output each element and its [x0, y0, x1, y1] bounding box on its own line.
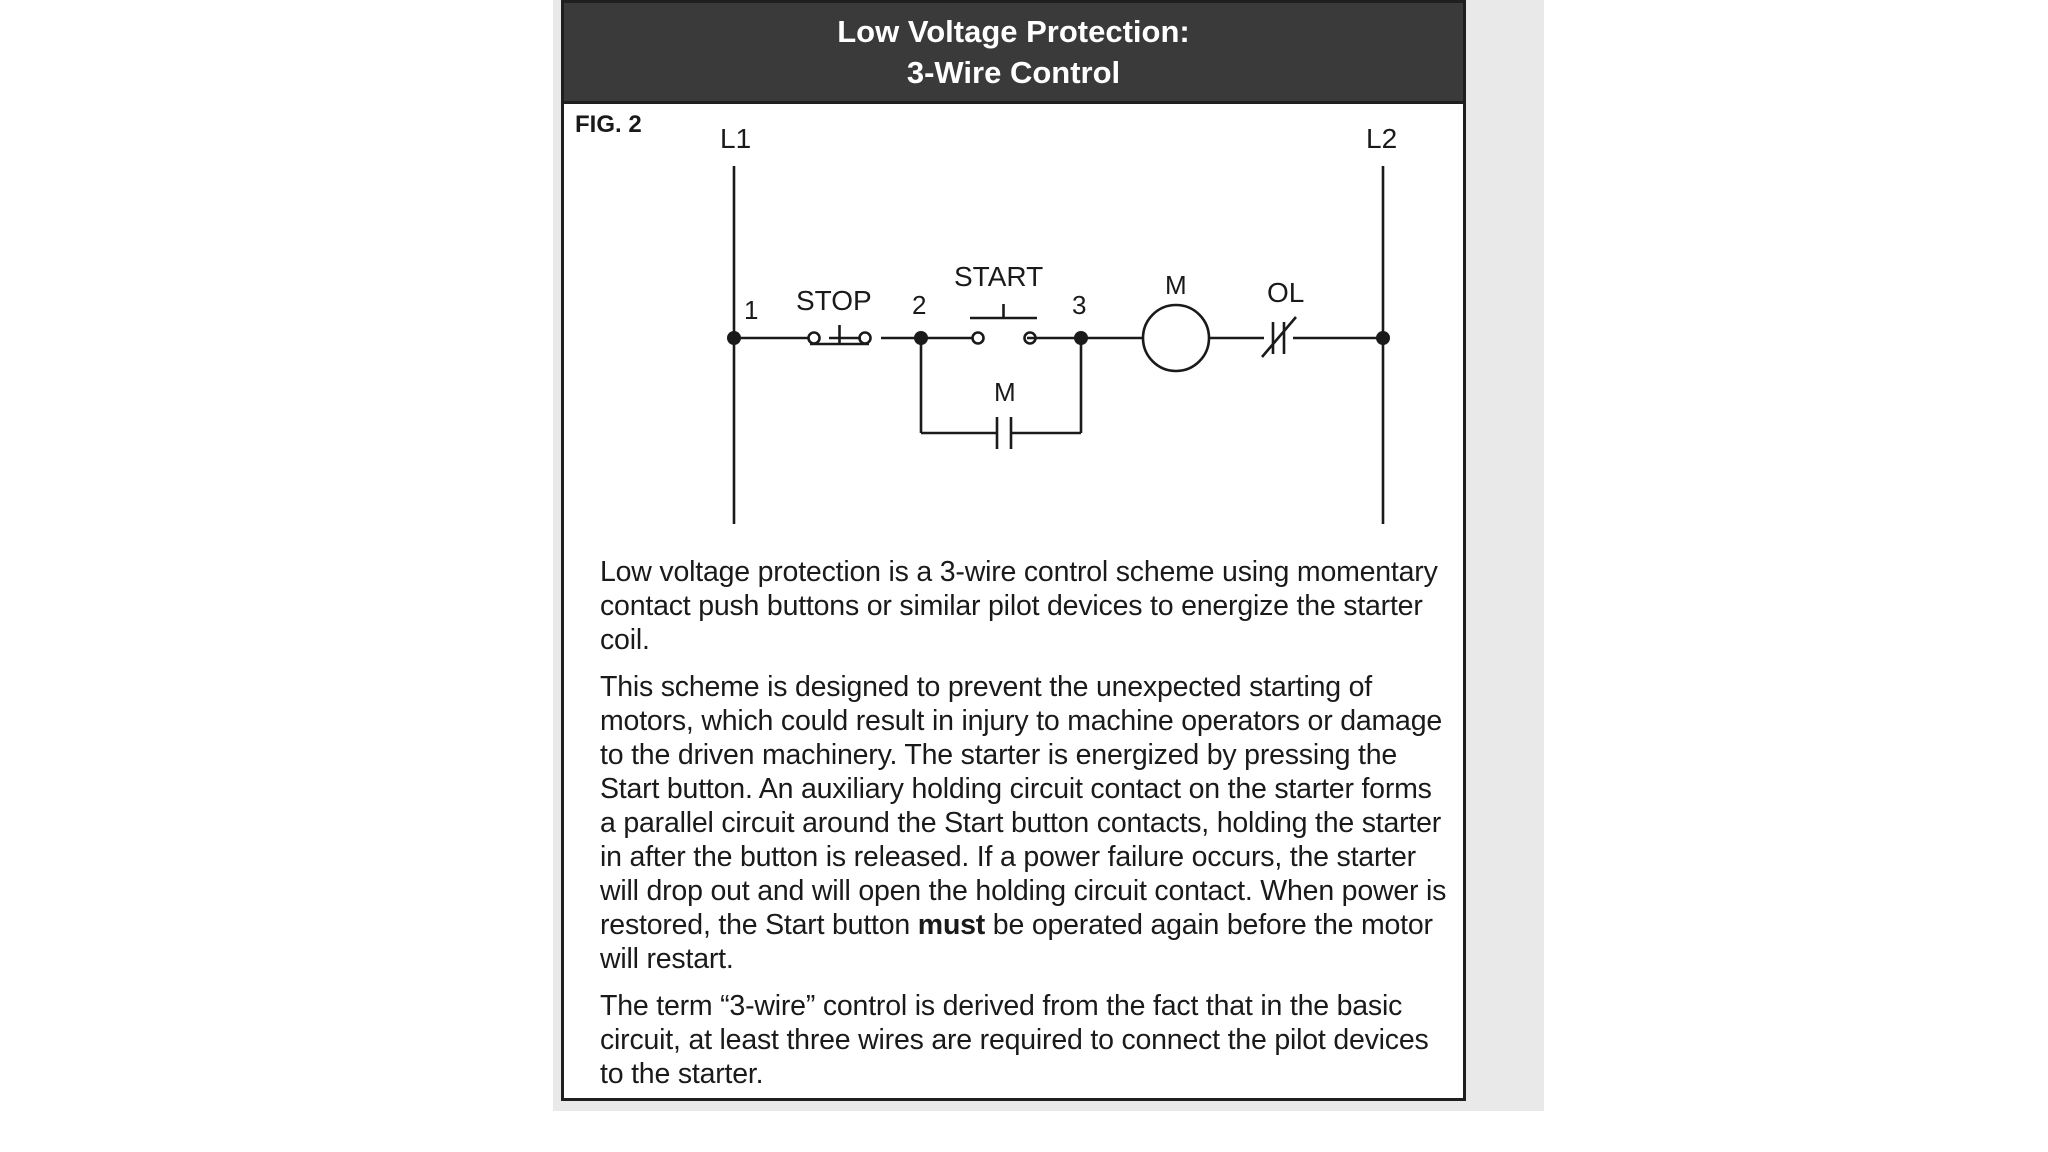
paragraph-2-emphasis: must — [917, 909, 986, 941]
junction-node-3 — [1074, 331, 1088, 345]
paragraph-2-text: This scheme is designed to prevent the unexpected starting of motors, which could result in injury to machine operators or damage to the driven machinery. The starter is energized by pressing the Start button. An auxiliary holding circuit contact on the starter forms a parallel circuit around the Start button contacts, holding the starter in after the button is released. If a power failure occurs, the starter will drop out and will open the holding circuit contact. When power is restored, the Start button — [600, 671, 1447, 941]
stop-contact-right — [860, 333, 871, 344]
junction-node-1 — [727, 331, 741, 345]
label-l2: L2 — [1366, 123, 1398, 154]
figure-label: FIG. 2 — [575, 111, 642, 138]
paragraph-3: The term “3-wire” control is derived from the fact that in the basic circuit, at least three wires are required to connect the pilot devices to the starter. — [600, 990, 1429, 1090]
junction-node-2 — [914, 331, 928, 345]
ladder-diagram — [564, 104, 1463, 534]
description-text — [600, 555, 1450, 1104]
coil-symbol — [1143, 305, 1209, 371]
stop-contact-left — [809, 333, 820, 344]
label-aux-contact: M — [994, 377, 1016, 407]
junction-node-l2 — [1376, 331, 1390, 345]
info-card — [561, 0, 1466, 1101]
label-stop: STOP — [796, 285, 872, 316]
ol-slash — [1262, 317, 1296, 357]
paragraph-1: Low voltage protection is a 3-wire control scheme using momentary contact push buttons or similar pilot devices to energize the starter coil. — [600, 556, 1438, 656]
card-header — [564, 3, 1463, 104]
label-coil: M — [1165, 270, 1187, 300]
label-overload: OL — [1267, 277, 1305, 308]
title-line-2: 3-Wire Control — [906, 55, 1121, 90]
label-node-3: 3 — [1072, 290, 1087, 320]
label-node-1: 1 — [744, 295, 759, 325]
start-contact-left — [973, 333, 984, 344]
label-l1: L1 — [720, 123, 752, 154]
label-node-2: 2 — [912, 290, 927, 320]
title-line-1: Low Voltage Protection: — [837, 14, 1190, 49]
paragraph-2-end: be operated again before the motor will restart. — [600, 909, 1433, 975]
label-start: START — [954, 261, 1044, 292]
paragraph-2 — [600, 670, 1450, 976]
